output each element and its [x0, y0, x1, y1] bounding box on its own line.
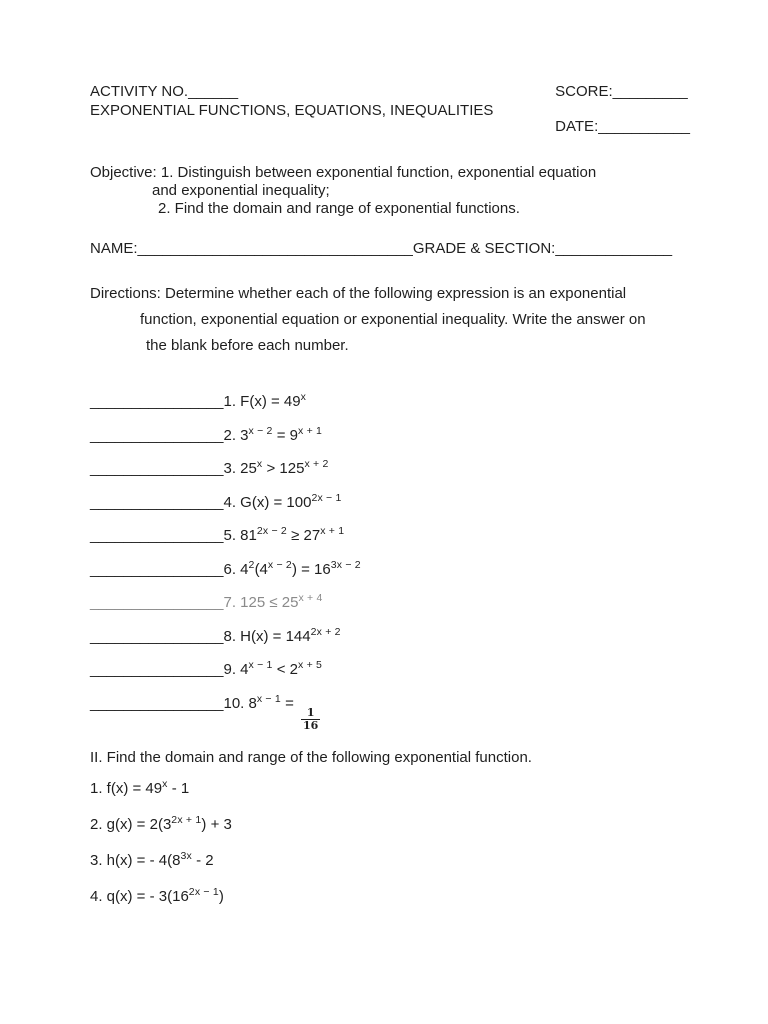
worksheet-item-10 — [90, 692, 690, 733]
worksheet-item-2 — [90, 424, 690, 447]
item-expression: 10. $8^{x - 1}$ = $\frac{1}{16}$ — [223, 692, 319, 733]
answer-blank: ________________ — [90, 493, 224, 511]
item-expression: 6. $4^2(4^{x - 2}) = 16^{3x - 2}$ — [223, 558, 361, 578]
worksheet-item-7 — [90, 594, 690, 614]
item-expression: 5. $81^{2x - 2} \ge 27^{x + 1}$ — [223, 525, 345, 544]
item-expression: 1. $F(x) = 49^x$ — [223, 391, 307, 410]
objective-line-2: and exponential inequality; — [152, 182, 330, 199]
worksheet-item-1 — [90, 393, 690, 413]
worksheet-item-4 — [90, 491, 690, 514]
item-expression: 2. $g(x) = 2(3^{2x + 1}) + 3$ — [90, 813, 232, 833]
item-expression: 8. $H(x) = 144^{2x + 2}$ — [223, 625, 341, 645]
worksheet-item-6 — [90, 558, 690, 581]
part2-item-4 — [90, 885, 690, 908]
item-expression: 4. q(x) = - $3(16^{2x - 1})$ — [90, 885, 224, 905]
item-expression: 3. $25^x > 125^{x + 2}$ — [223, 458, 329, 477]
part2-item-1 — [90, 777, 690, 800]
grade-section-blank: ______________ — [555, 240, 673, 257]
item-expression: 2. $3^{x - 2} = 9^{x + 1}$ — [223, 424, 323, 444]
grade-section-label: GRADE & SECTION: — [412, 240, 556, 257]
answer-blank: ________________ — [90, 594, 224, 611]
item-expression: 1. $f(x) = 49^x - 1$ — [90, 777, 190, 797]
name-label: NAME: — [90, 240, 138, 257]
objective-line-1: Objective: 1. Distinguish between exponential function, exponential equation — [90, 164, 597, 181]
answer-blank: ________________ — [90, 627, 224, 645]
directions-block — [90, 281, 690, 359]
answer-blank: ________________ — [90, 426, 224, 444]
page-title: EXPONENTIAL FUNCTIONS, EQUATIONS, INEQUALITIES — [90, 102, 494, 119]
header-left — [90, 82, 493, 120]
objective-block — [90, 164, 690, 218]
part2-item-3 — [90, 849, 690, 872]
directions-line-1: Directions: Determine whether each of the following expression is an exponential — [90, 285, 627, 302]
answer-blank: ________________ — [90, 560, 224, 578]
item-expression: 4. $G(x) = 100^{2x - 1}$ — [223, 491, 342, 511]
date-line: DATE:___________ — [555, 118, 690, 135]
worksheet-item-9 — [90, 661, 690, 681]
name-grade-line — [90, 240, 690, 257]
part2-item-2 — [90, 813, 690, 836]
part2-item-list — [90, 777, 690, 908]
answer-blank: ________________ — [90, 393, 224, 410]
directions-line-2: function, exponential equation or exponential inequality. Write the answer on — [140, 311, 646, 328]
part2-heading: II. Find the domain and range of the following exponential function. — [90, 748, 532, 766]
name-blank: _________________________________ — [137, 240, 413, 257]
answer-blank: ________________ — [90, 527, 224, 544]
worksheet-item-8 — [90, 625, 690, 648]
worksheet-item-3 — [90, 460, 690, 480]
answer-blank: ________________ — [90, 661, 224, 678]
answer-blank: ________________ — [90, 460, 224, 477]
item-expression: 7. $125 \le 25^{x + 4}$ — [223, 592, 323, 611]
directions-line-3: the blank before each number. — [146, 337, 349, 354]
activity-no-line: ACTIVITY NO.______ — [90, 83, 239, 100]
header-right — [555, 82, 690, 136]
header — [90, 82, 690, 136]
worksheet-item-5 — [90, 527, 690, 547]
item-expression: 3. h(x) = - $4(8^{3x} - 2$ — [90, 849, 214, 869]
score-line: SCORE:_________ — [555, 83, 688, 100]
objective-line-3: 2. Find the domain and range of exponential functions. — [158, 200, 520, 217]
part1-item-list — [90, 391, 690, 733]
answer-blank: ________________ — [90, 694, 224, 712]
item-expression: 9. $4^{x - 1} < 2^{x + 5}$ — [223, 659, 323, 678]
